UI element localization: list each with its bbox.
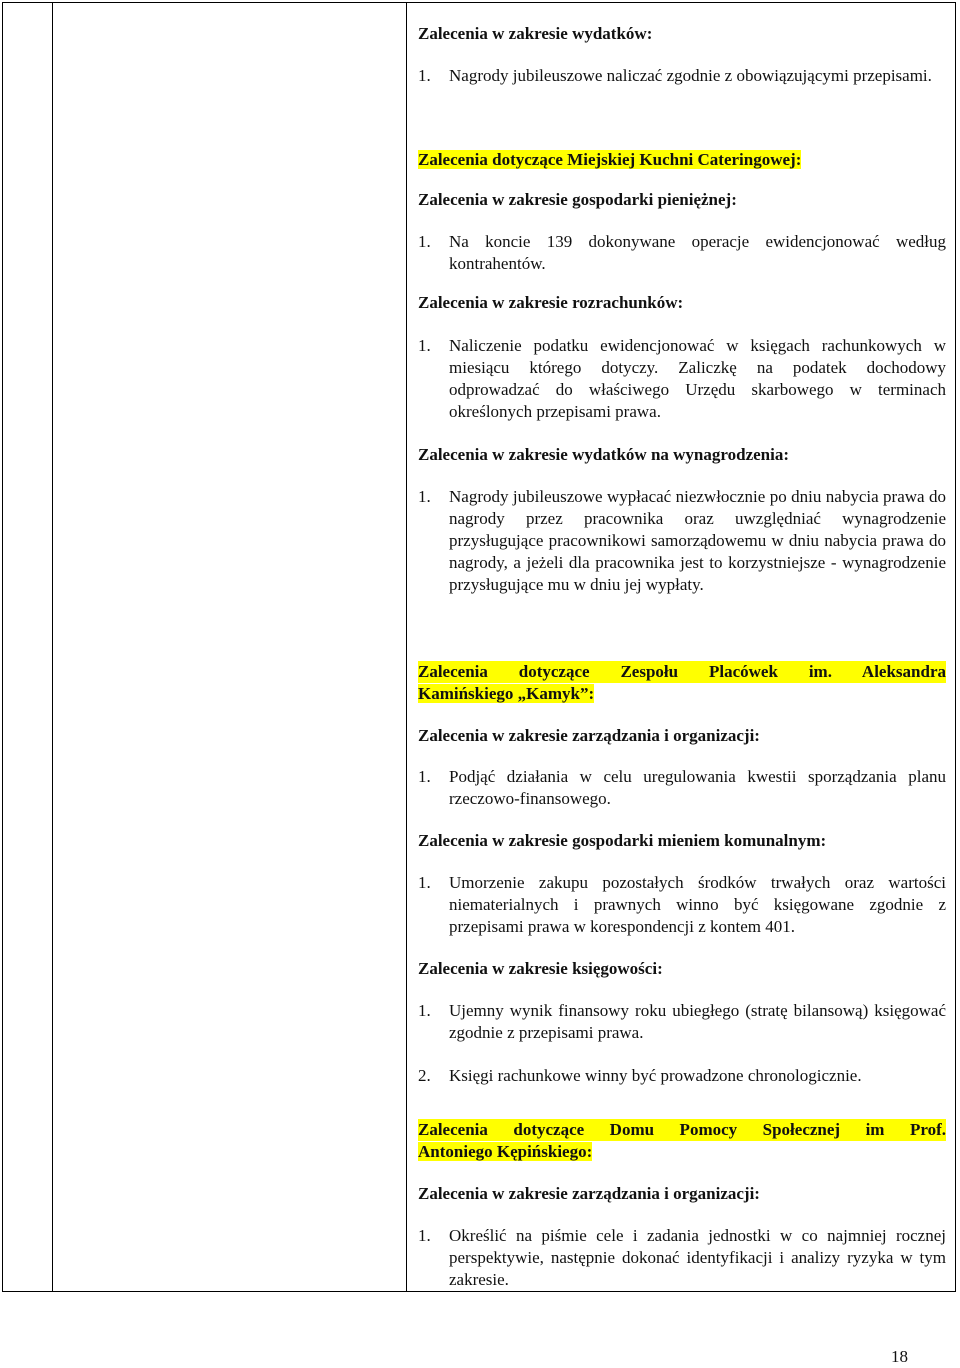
item-text: Podjąć działania w celu uregulowania kwestii sporządzania planu rzeczowo-finansowego. <box>449 767 946 808</box>
item-number: 1. <box>418 487 431 506</box>
item-number: 1. <box>418 767 431 786</box>
heading-zarzadzanie: Zalecenia w zakresie zarządzania i organizacji: <box>418 726 760 745</box>
list-item <box>418 1225 946 1291</box>
list-item <box>418 65 946 87</box>
highlighted-title-line1: Zalecenia dotyczące Domu Pomocy Społecznej im Prof. <box>418 1120 946 1139</box>
item-text: Na koncie 139 dokonywane operacje ewidencjonować według kontrahentów. <box>449 232 946 273</box>
item-text: Nagrody jubileuszowe wypłacać niezwłocznie po dniu nabycia prawa do nagrody przez pracownika oraz uwzględniać wynagrodzenie przysługujące pracownikowi samorządowemu w dniu nabycia prawa do nagrody, a jeżeli dla pracownika jest to korzystniejsze - wynagrodzenie przysługujące mu w dniu jej wypłaty. <box>449 487 946 594</box>
list-item <box>418 486 946 596</box>
item-text: Naliczenie podatku ewidencjonować w księgach rachunkowych w miesiącu którego dotyczy. Zaliczkę na podatek dochodowy odprowadzać do właściwego Urzędu skarbowego w terminach określonych przepisami prawa. <box>449 336 946 421</box>
item-number: 1. <box>418 873 431 892</box>
list-item <box>418 766 946 810</box>
heading-gospodarka-pieniezna: Zalecenia w zakresie gospodarki pieniężnej: <box>418 190 737 209</box>
column-divider-2 <box>406 3 407 1291</box>
highlighted-title: Zalecenia dotyczące Miejskiej Kuchni Cateringowej: <box>418 150 802 169</box>
list-item <box>418 1065 946 1087</box>
item-number: 1. <box>418 336 431 355</box>
heading-rozrachunki: Zalecenia w zakresie rozrachunków: <box>418 293 684 312</box>
item-text: Ujemny wynik finansowy roku ubiegłego (stratę bilansową) księgować zgodnie z przepisami prawa. <box>449 1001 946 1042</box>
highlighted-title-line2: Kamińskiego „Kamyk”: <box>418 684 595 703</box>
heading-wydatki: Zalecenia w zakresie wydatków: <box>418 24 653 43</box>
heading-wynagrodzenia: Zalecenia w zakresie wydatków na wynagrodzenia: <box>418 445 790 464</box>
item-text: Określić na piśmie cele i zadania jednostki w co najmniej rocznej perspektywie, następnie dokonać identyfikacji i analizy ryzyka w tym zakresie. <box>449 1226 946 1289</box>
page-number: 18 <box>891 1347 908 1366</box>
section-title-dps <box>418 1119 946 1163</box>
list-item <box>418 872 946 938</box>
item-number: 1. <box>418 66 431 85</box>
highlighted-title-line1: Zalecenia dotyczące Zespołu Placówek im. Aleksandra <box>418 662 946 681</box>
item-text: Umorzenie zakupu pozostałych środków trwałych oraz wartości niematerialnych i prawnych winno być księgowane zgodnie z przepisami prawa w korespondencji z kontem 401. <box>449 873 946 936</box>
section-title-kamyk <box>418 661 946 705</box>
heading-zarzadzanie: Zalecenia w zakresie zarządzania i organizacji: <box>418 1184 760 1203</box>
list-item <box>418 335 946 423</box>
item-number: 2. <box>418 1066 431 1085</box>
heading-ksiegowosc: Zalecenia w zakresie księgowości: <box>418 959 663 978</box>
highlighted-title-line2: Antoniego Kępińskiego: <box>418 1142 593 1161</box>
item-number: 1. <box>418 1226 431 1245</box>
list-item <box>418 231 946 275</box>
heading-mienie-komunalne: Zalecenia w zakresie gospodarki mieniem komunalnym: <box>418 831 827 850</box>
column-divider-1 <box>52 3 53 1291</box>
section-title-kuchnia <box>418 149 946 171</box>
item-number: 1. <box>418 1001 431 1020</box>
list-item <box>418 1000 946 1044</box>
item-number: 1. <box>418 232 431 251</box>
item-text: Nagrody jubileuszowe naliczać zgodnie z obowiązującymi przepisami. <box>449 66 932 85</box>
item-text: Księgi rachunkowe winny być prowadzone chronologicznie. <box>449 1066 862 1085</box>
